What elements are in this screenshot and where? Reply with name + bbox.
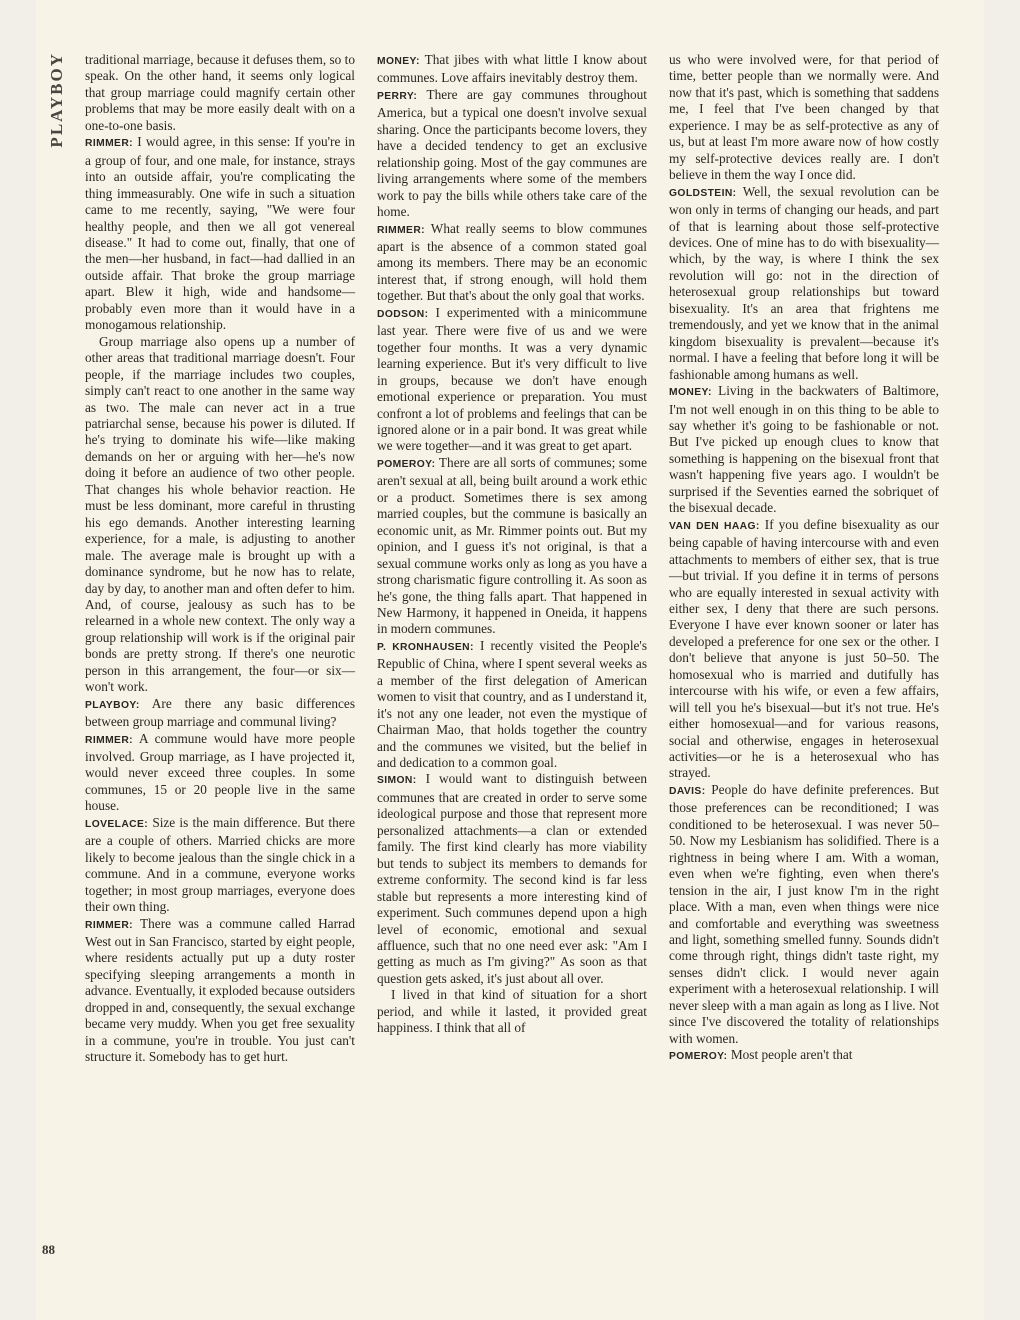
page-number: 88 <box>42 1242 55 1257</box>
paragraph <box>85 731 355 815</box>
paragraph-text: There are all sorts of communes; some aren't sexual at all, being built around a work ethic or a product. Sometimes there is sex among married couples, but the commune is basically an economic unit, as Mr. Rimmer points out. But my opinion, and I guess it's not original, is that a sexual commune works only as long as you have a strong charismatic figure controlling it. As soon as he's gone, the thing falls apart. That happened in New Harmony, it happened in Oneida, it happens in modern communes. <box>377 454 647 637</box>
paragraph <box>85 696 355 731</box>
speaker-name: POMEROY: <box>377 458 436 470</box>
paragraph <box>669 52 939 184</box>
paragraph <box>377 52 647 87</box>
paragraph-text: traditional marriage, because it defuses them, so to speak. On the other hand, it seems only logical that group marriage could magnify certain other problems that may be more easily dealt with on a one-to-one basis. <box>85 52 355 133</box>
paragraph <box>669 782 939 1047</box>
paragraph-text: I lived in that kind of situation for a short period, and while it lasted, it provided great happiness. I think that all of <box>377 987 647 1036</box>
speaker-name: LOVELACE: <box>85 818 149 830</box>
paragraph <box>669 184 939 383</box>
paragraph-text: Well, the sexual revolution can be won only in terms of changing our heads, and part of that is learning about those self-protective devices. One of mine has to do with bisexuality—which, by the way, is where I think the sex revolution will go: not in the direction of heterosexual group relationships but toward bisexuality. It's an area that frightens me tremendously, and yet we know that in the animal kingdom bisexuality is prevalent—because it's normal. I have a feeling that before long it will be fashionable among humans as well. <box>669 183 939 382</box>
paragraph-text: Size is the main difference. But there are a couple of others. Married chicks are more likely to become jealous than the single chick in a commune. And in a commune, everyone works together; in most group marriages, everyone does their own thing. <box>85 814 355 915</box>
paragraph-text: People do have definite preferences. But those preferences can be reconditioned; I was conditioned to be heterosexual. I was never 50–50. Now my Lesbianism has solidified. There is a rightness in being where I am. With a woman, even when we're fighting, even when there's tension in the air, I just know I'm in the right place. With a man, even when things were nice and comfortable and everything was sweetness and light, something smelled funny. Sounds didn't come through right, things didn't taste right, my senses didn't click. I would never again experiment with a heterosexual relationship. I will never sleep with a man again as long as I live. Not since I've discovered the totality of relationships with women. <box>669 781 939 1046</box>
paragraph <box>85 334 355 696</box>
paragraph-text: I experimented with a minicommune last year. There were five of us and we were together four months. It was a very dynamic learning experience. But it's very difficult to live in groups, because we don't have enough emotional experience or preparation. You must confront a lot of problems and feelings that can be ignored alone or in a pair bond. It was great while we were together—and it was great to get apart. <box>377 304 647 454</box>
paragraph-text: us who were involved were, for that period of time, better people than we normally were. And now that it's past, which is something that saddens me, I feel that I've been changed by that experience. I may be as self-protective as any of us, but at least I'm more aware now of how costly my self-protective devices really are. I don't believe in them the way I once did. <box>669 52 939 183</box>
speaker-name: DAVIS: <box>669 785 706 797</box>
text-column-2 <box>377 52 647 1037</box>
paragraph-text: Living in the backwaters of Baltimore, I'm not well enough in on this thing to be able to say whether it's going to be fashionable or not. But I've picked up enough clues to know that something is happening on the bisexual front that wasn't happening five years ago. I wouldn't be surprised if the Seventies earned the sobriquet of the bisexual decade. <box>669 383 939 516</box>
paragraph <box>377 305 647 455</box>
paragraph-text: There are gay communes throughout America, but a typical one doesn't involve sexual sharing. Once the participants become lovers, they have a decided tendency to get an exclusive relationship going. Most of the gay communes are living arrangements where some of the members work to pay the bills while others take care of the home. <box>377 86 647 220</box>
speaker-name: RIMMER: <box>377 224 425 236</box>
paragraph <box>669 383 939 517</box>
paragraph-text: Are there any basic differences between group marriage and communal living? <box>85 695 355 730</box>
paragraph <box>377 221 647 305</box>
paragraph-text: What really seems to blow communes apart is the absence of a common stated goal among its members. There may be an economic interest that, if strong enough, will hold them together. But that's about the only goal that works. <box>377 220 647 304</box>
speaker-name: RIMMER: <box>85 919 133 931</box>
paragraph <box>85 134 355 333</box>
paragraph-text: Most people aren't that <box>727 1047 853 1063</box>
paragraph <box>377 771 647 987</box>
magazine-title: PLAYBOY <box>47 52 66 148</box>
speaker-name: GOLDSTEIN: <box>669 187 737 199</box>
speaker-name: MONEY: <box>669 387 712 399</box>
text-column-1 <box>85 52 355 1066</box>
paragraph <box>377 987 647 1036</box>
paragraph <box>669 1047 939 1065</box>
paragraph <box>85 815 355 916</box>
paragraph <box>377 455 647 638</box>
speaker-name: VAN DEN HAAG: <box>669 520 760 532</box>
speaker-name: PLAYBOY: <box>85 699 140 711</box>
speaker-name: MONEY: <box>377 56 420 67</box>
paragraph-text: If you define bisexuality as our being capable of having intercourse with and even attachments to members of either sex, that is true—but trivial. If you define it in terms of persons who are equally interested in sexual activity with either sex, I deny that there are such persons. Everyone I have ever known sooner or later has developed a preference for one sex or the other. I don't believe that anyone is just 50–50. The homosexual who is married and dutifully has intercourse with his wife, or even a few affairs, will tell you he's bisexual—but it's not true. He's either homosexual—and for various reasons, social and otherwise, engages in heterosexual activities—or he is a heterosexual who has strayed. <box>669 516 939 781</box>
speaker-name: RIMMER: <box>85 734 133 746</box>
speaker-name: RIMMER: <box>85 138 133 150</box>
speaker-name: P. KRONHAUSEN: <box>377 641 474 653</box>
paragraph-text: There was a commune called Harrad West out in San Francisco, started by eight people, where residents actually put up a duty roster specifying sleeping arrangements a month in advance. Eventually, it exploded because outsiders dropped in and, consequently, the sexual exchange became very muddy. When you get free sexuality in a commune, you're in trouble. You just can't structure it. Somebody has to get hurt. <box>85 915 355 1065</box>
paragraph <box>377 87 647 221</box>
paragraph <box>669 517 939 782</box>
paragraph-text: That jibes with what little I know about communes. Love affairs inevitably destroy them. <box>377 52 647 86</box>
paragraph-text: I recently visited the People's Republic of China, where I spent several weeks as a member of the first delegation of American women to visit that country, and as I understand it, it's not any one leader, not even the mystique of Chairman Mao, that holds together the country and the communes we visited, but the belief in and dedication to a common goal. <box>377 637 647 771</box>
paragraph-text: A commune would have more people involved. Group marriage, as I have projected it, would never exceed three couples. In some communes, 15 or 20 people live in the same house. <box>85 730 355 814</box>
paragraph <box>85 916 355 1066</box>
speaker-name: POMEROY: <box>669 1051 728 1063</box>
paragraph-text: Group marriage also opens up a number of other areas that traditional marriage doesn't. Four people, if the marriage includes two couples, simply can't react to one another in the same way as two. The male can never act in a true patriarchal sense, because his power is diluted. If he's trying to dominate his wife—like making demands on her or arguing with her—he's now doing it before an audience of two other people. That changes his whole behavior reaction. He must be less dominant, more careful in thrusting his ego demands. Another interesting learning experience, for a male, is adjusting to another male. The average male is brought up with a dominance syndrome, but he now has to relate, day by day, to another man and often defer to him. And, of course, jealousy as such has to be relearned in a whole new context. The only way a group relationship will work is if the original pair bonds are pretty strong. If there's one neurotic person in this arrangement, the four—or six—won't work. <box>85 333 355 695</box>
speaker-name: PERRY: <box>377 90 418 102</box>
paragraph <box>85 52 355 134</box>
text-column-3 <box>669 52 939 1066</box>
paragraph-text: I would agree, in this sense: If you're in a group of four, and one male, for instance, strays into an outside affair, you're complicating the thing immeasurably. One wife in such a situation came to me recently, saying, "We were four healthy people, and then we all got venereal disease." It had to come out, finally, that one of the men—her husband, in fact—had dallied in an outside affair. That broke the group marriage apart. Blew it high, wide and handsome—probably even more than it would have in a monogamous relationship. <box>85 134 355 333</box>
paragraph-text: I would want to distinguish between communes that are created in order to serve some ideological purpose and those that represent more personalized attachments—a clan or extended family. The first kind clearly has more viability but tends to subject its members to demands for extreme conformity. The second kind is far less stable but represents a more interesting kind of experiment. Such communes depend upon a high level of economic, emotional and sexual affluence, such that no one need ever ask: "Am I getting as much as I'm giving?" As soon as that question gets asked, it's just about all over. <box>377 771 647 986</box>
speaker-name: SIMON: <box>377 775 417 787</box>
paragraph <box>377 638 647 772</box>
speaker-name: DODSON: <box>377 308 429 320</box>
